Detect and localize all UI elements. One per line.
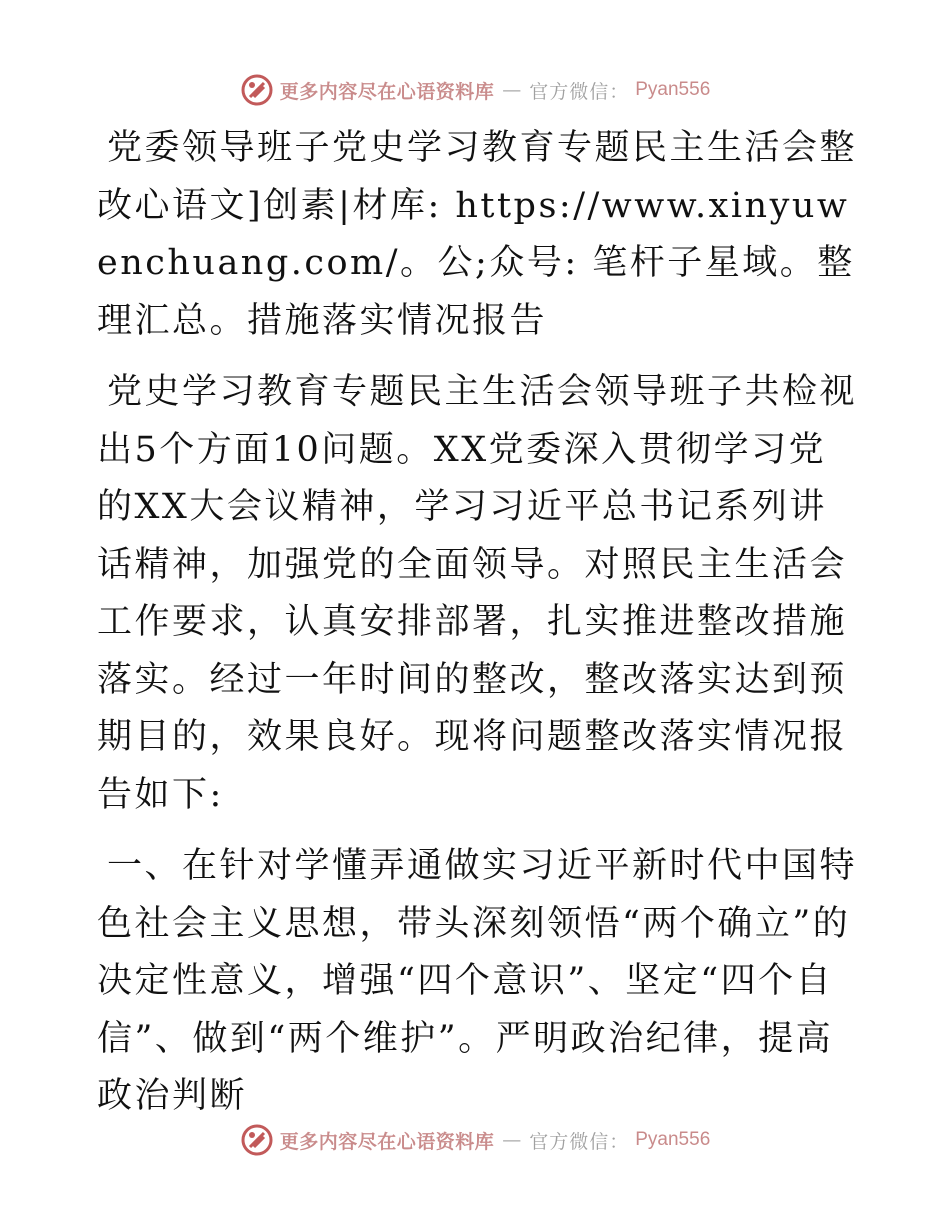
header-watermark bbox=[0, 70, 950, 110]
watermark-dash: — bbox=[502, 1129, 522, 1151]
watermark-wechat-id: Pyan556 bbox=[635, 1129, 711, 1150]
document-body bbox=[97, 120, 857, 1140]
watermark-dash: — bbox=[502, 79, 522, 101]
footer-watermark bbox=[0, 1120, 950, 1160]
brand-logo-icon bbox=[240, 73, 274, 107]
paragraph-section-one: 一、在针对学懂弄通做实习近平新时代中国特色社会主义思想，带头深刻领悟“两个确立”的决定性意义，增强“四个意识”、坚定“四个自信”、做到“两个维护”。严明政治纪律，提高政治判断 bbox=[97, 846, 858, 1116]
brand-logo-icon bbox=[240, 1123, 274, 1157]
watermark-wechat-label: 官方微信： bbox=[529, 1130, 630, 1153]
paragraph-intro: 党史学习教育专题民主生活会领导班子共检视出5个方面10问题。XX党委深入贯彻学习党的XX大会议精神，学习习近平总书记系列讲话精神，加强党的全面领导。对照民主生活会工作要求，认真安排部署，扎实推进整改措施落实。经过一年时间的整改，整改落实达到预期目的，效果良好。现将问题整改落实情况报告如下: bbox=[97, 372, 858, 815]
document-title: 党委领导班子党史学习教育专题民主生活会整改心语文]创素|材库: https://www.xinyuwenchuang.com/。公;众号: 笔杆子星域。整理汇总。措施落实情况报告 bbox=[97, 128, 858, 341]
watermark-wechat-label: 官方微信： bbox=[529, 80, 630, 103]
watermark-brand-text: 更多内容尽在心语资料库 bbox=[279, 80, 495, 103]
watermark-wechat-id: Pyan556 bbox=[635, 79, 711, 100]
watermark-brand-text: 更多内容尽在心语资料库 bbox=[279, 1130, 495, 1153]
